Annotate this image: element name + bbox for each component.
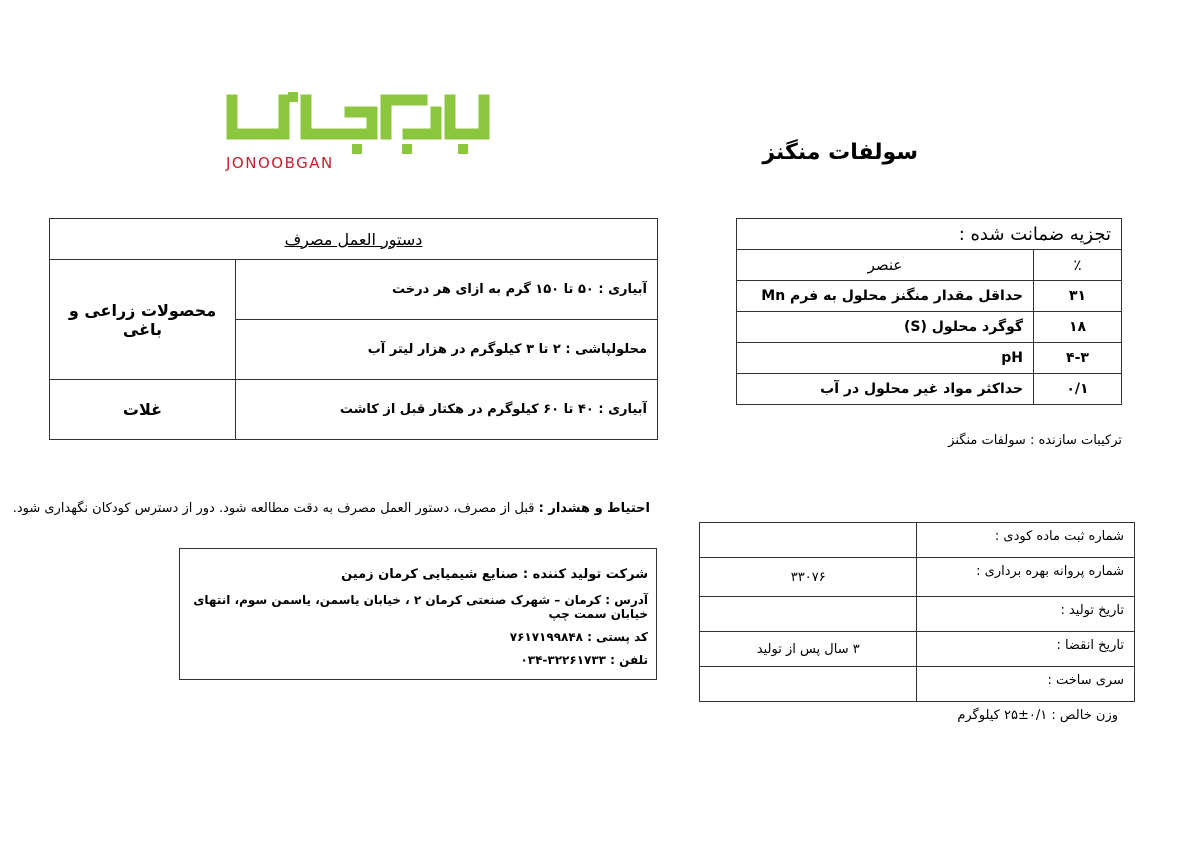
production-date-value bbox=[700, 597, 917, 632]
warning-label: احتیاط و هشدار : bbox=[538, 501, 650, 516]
composition-text: ترکیبات سازنده : سولفات منگنز bbox=[948, 433, 1122, 448]
batch-number-label: سری ساخت : bbox=[917, 667, 1135, 702]
usage-instructions-table bbox=[49, 218, 658, 440]
analysis-header: تجزیه ضمانت شده : bbox=[737, 219, 1122, 250]
manufacturer-name: شرکت تولید کننده : صنایع شیمیایی کرمان زمین bbox=[341, 567, 648, 582]
column-header-percent: ٪ bbox=[1034, 250, 1122, 281]
table-row bbox=[700, 523, 1135, 558]
product-title: سولفات منگنز bbox=[762, 140, 918, 165]
guaranteed-analysis-table bbox=[736, 218, 1122, 405]
table-row bbox=[737, 312, 1122, 343]
license-number-label: شماره پروانه بهره برداری : bbox=[917, 558, 1135, 597]
table-row bbox=[700, 597, 1135, 632]
logo-mark-icon bbox=[222, 92, 494, 156]
instruction-irrigation: آبیاری : ۴۰ تا ۶۰ کیلوگرم در هکتار قبل از کاشت bbox=[236, 380, 658, 440]
warning-note bbox=[13, 501, 650, 516]
manufacturer-phone: تلفن : ۳۲۲۶۱۷۳۳-۰۳۴ bbox=[520, 653, 648, 667]
registration-table bbox=[699, 522, 1135, 702]
logo-text: JONOOBGAN bbox=[226, 154, 334, 172]
warning-text: قبل از مصرف، دستور العمل مصرف به دقت مطالعه شود. دور از دسترس کودکان نگهداری شود. bbox=[12, 501, 539, 516]
manufacturer-address: آدرس : کرمان – شهرک صنعتی کرمان ۲ ، خیابان یاسمن، یاسمن سوم، انتهای خیابان سمت چپ bbox=[193, 593, 648, 621]
element-name: گوگرد محلول (S) bbox=[737, 312, 1034, 343]
net-weight: وزن خالص : ۰/۱±۲۵ کیلوگرم bbox=[957, 708, 1118, 723]
expiry-date-value: ۳ سال پس از تولید bbox=[700, 632, 917, 667]
table-row bbox=[50, 219, 658, 260]
license-number-value: ۳۳۰۷۶ bbox=[700, 558, 917, 597]
category-cereals: غلات bbox=[50, 380, 236, 440]
element-name: حداقل مقدار منگنز محلول به فرم Mn bbox=[737, 281, 1034, 312]
element-value: ۴-۳ bbox=[1034, 343, 1122, 374]
manufacturer-postal-code: کد پستی : ۷۶۱۷۱۹۹۸۴۸ bbox=[509, 630, 648, 644]
table-row bbox=[700, 667, 1135, 702]
column-header-element: عنصر bbox=[737, 250, 1034, 281]
table-row bbox=[737, 281, 1122, 312]
element-value: ۰/۱ bbox=[1034, 374, 1122, 405]
table-row bbox=[737, 374, 1122, 405]
table-row bbox=[700, 632, 1135, 667]
company-logo bbox=[222, 92, 494, 180]
category-orchard: محصولات زراعی و باغی bbox=[50, 260, 236, 380]
element-name: pH bbox=[737, 343, 1034, 374]
element-name: حداکثر مواد غیر محلول در آب bbox=[737, 374, 1034, 405]
registration-number-value bbox=[700, 523, 917, 558]
usage-title-text: دستور العمل مصرف bbox=[284, 229, 423, 249]
table-row bbox=[737, 219, 1122, 250]
table-row bbox=[737, 343, 1122, 374]
element-value: ۳۱ bbox=[1034, 281, 1122, 312]
table-row bbox=[737, 250, 1122, 281]
instruction-spraying: محلولپاشی : ۲ تا ۳ کیلوگرم در هزار لیتر آب bbox=[236, 320, 658, 380]
table-row bbox=[50, 380, 658, 440]
table-row bbox=[700, 558, 1135, 597]
instruction-irrigation: آبیاری : ۵۰ تا ۱۵۰ گرم به ازای هر درخت bbox=[236, 260, 658, 320]
usage-title bbox=[50, 219, 658, 260]
batch-number-value bbox=[700, 667, 917, 702]
element-value: ۱۸ bbox=[1034, 312, 1122, 343]
production-date-label: تاریخ تولید : bbox=[917, 597, 1135, 632]
registration-number-label: شماره ثبت ماده کودی : bbox=[917, 523, 1135, 558]
expiry-date-label: تاریخ انقضا : bbox=[917, 632, 1135, 667]
table-row bbox=[50, 260, 658, 320]
manufacturer-box bbox=[179, 548, 657, 680]
